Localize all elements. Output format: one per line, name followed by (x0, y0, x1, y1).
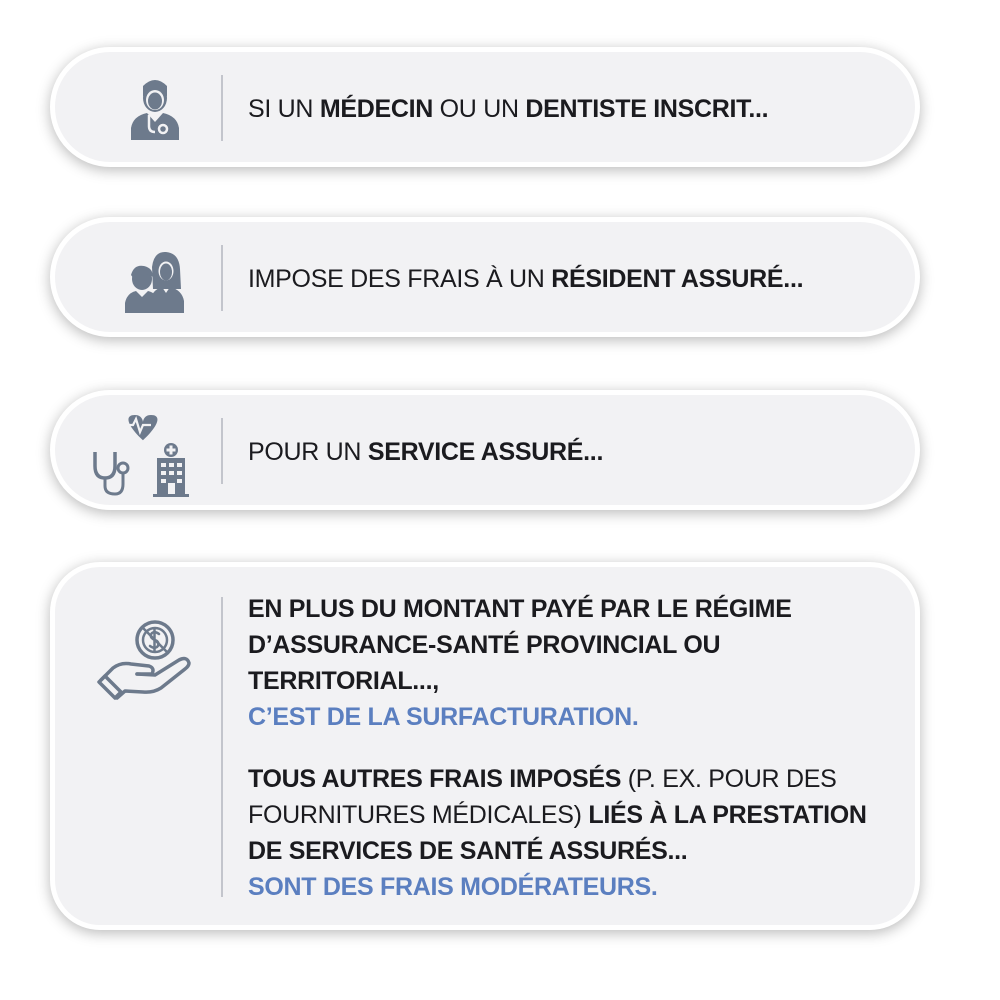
doctor-icon (115, 67, 195, 147)
patients-icon (115, 242, 195, 322)
card-summary (50, 562, 920, 930)
card-divider (221, 245, 223, 311)
card-text: IMPOSE DES FRAIS À UN RÉSIDENT ASSURÉ... (248, 265, 804, 293)
user-charges-conclusion: SONT DES FRAIS MODÉRATEURS. (248, 873, 658, 901)
card-divider (221, 597, 223, 897)
card-text: SI UN MÉDECIN OU UN DENTISTE INSCRIT... (248, 95, 769, 123)
summary-text (248, 591, 885, 905)
payment-hand-icon (95, 617, 195, 707)
card-physician (50, 47, 920, 167)
card-resident (50, 217, 920, 337)
card-text: POUR UN SERVICE ASSURÉ... (248, 438, 604, 466)
card-service (50, 390, 920, 510)
health-service-icon (85, 410, 205, 500)
card-divider (221, 75, 223, 141)
surbilling-conclusion: C’EST DE LA SURFACTURATION. (248, 703, 639, 731)
summary-paragraph-2: TOUS AUTRES FRAIS IMPOSÉS (P. EX. POUR DES FOURNITURES MÉDICALES) LIÉS À LA PRESTATION DE SERVICES DE SANTÉ ASSURÉS... SONT DES FRAIS MODÉRATEURS. (248, 761, 885, 905)
card-divider (221, 418, 223, 484)
summary-paragraph-1: EN PLUS DU MONTANT PAYÉ PAR LE RÉGIME D’ASSURANCE-SANTÉ PROVINCIAL OU TERRITORIAL..., C’EST DE LA SURFACTURATION. (248, 591, 885, 735)
